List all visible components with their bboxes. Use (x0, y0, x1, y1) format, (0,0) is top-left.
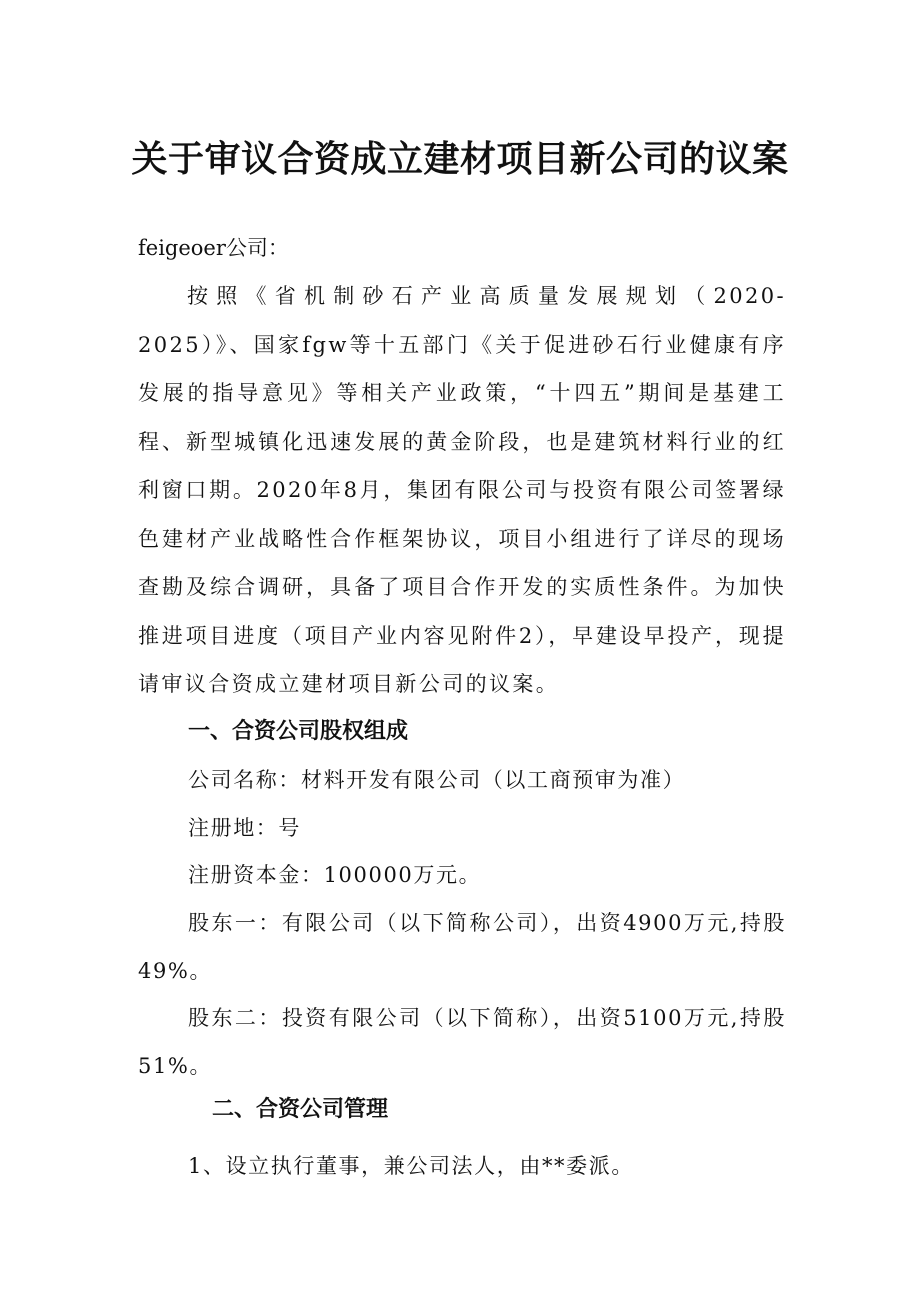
section-heading-equity: 一、合资公司股权组成 (188, 719, 409, 744)
company-name-line: 公司名称：材料开发有限公司（以工商预审为准） (188, 768, 686, 792)
document-title: 关于审议合资成立建材项目新公司的议案 (131, 139, 789, 180)
section-heading-management: 二、合资公司管理 (212, 1097, 389, 1122)
intro-paragraph: 按照《省机制砂石产业高质量发展规划（2020-2025）》、国家fgw等十五部门《关于促进砂石行业健康有序发展的指导意见》等相关产业政策，“十四五”期间是基建工程、新型城镇化迅速发展的黄金阶段，也是建筑材料行业的红利窗口期。2020年8月，集团有限公司与投资有限公司签署绿色建材产业战略性合作框架协议，项目小组进行了详尽的现场查勘及综合调研，具备了项目合作开发的实质性条件。为加快推进项目进度（项目产业内容见附件2），早建设早投产，现提请审议合资成立建材项目新公司的议案。 (138, 284, 786, 696)
registered-capital-line: 注册资本金：100000万元。 (188, 863, 482, 887)
management-item-1: 1、设立执行董事，兼公司法人，由**委派。 (188, 1154, 634, 1178)
registered-address-line: 注册地：号 (188, 816, 301, 840)
salutation: feigeoer公司： (138, 236, 289, 260)
shareholder-two-line: 股东二：投资有限公司（以下简称），出资5100万元,持股51%。 (138, 1006, 786, 1078)
shareholder-one-line: 股东一：有限公司（以下简称公司），出资4900万元,持股49%。 (138, 911, 786, 983)
